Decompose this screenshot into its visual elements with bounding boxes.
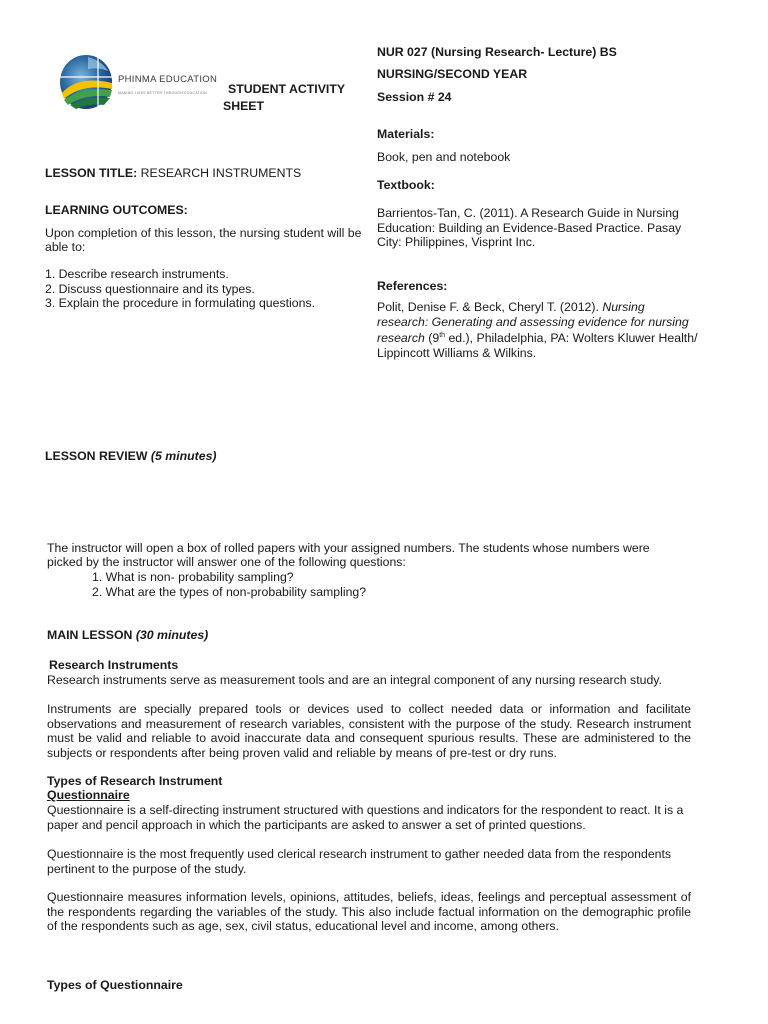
sheet-title-line1: STUDENT ACTIVITY — [228, 82, 346, 96]
review-question: 2. What are the types of non-probability sampling? — [92, 584, 367, 599]
globe-logo-icon — [58, 53, 118, 111]
ref-edition-pre: (9 — [424, 331, 440, 346]
lesson-title-value: RESEARCH INSTRUMENTS — [137, 166, 302, 180]
types-of-instrument-heading: Types of Research Instrument — [47, 774, 223, 788]
textbook-citation — [377, 206, 717, 250]
review-questions — [92, 570, 366, 599]
outcome-item: 3. Explain the procedure in formulating questions. — [45, 296, 316, 310]
logo-brand-text: PHINMA EDUCATION — [118, 74, 218, 85]
ref-publisher-line2: Lippincott Williams & Wilkins. — [377, 345, 537, 360]
textbook-line: Barrientos-Tan, C. (2011). A Research Guide in Nursing — [377, 206, 679, 220]
ref-title-part1: Nursing — [602, 300, 645, 314]
review-instruction-line1: The instructor will open a box of rolled papers with your assigned numbers. The students whose numbers were — [47, 541, 650, 555]
questionnaire-paragraph-1: Questionnaire is a self-directing instrument structured with questions and indicators for the respondent to react. It is a paper and pencil approach in which the participants are asked to answer a set of printed questions. — [47, 803, 684, 832]
questionnaire-heading: Questionnaire — [47, 788, 130, 802]
textbook-line: Education: Building an Evidence-Based Practice. Pasay — [377, 220, 682, 235]
main-lesson-heading — [47, 628, 208, 643]
lesson-review-label: LESSON REVIEW — [45, 449, 148, 463]
references-citation — [377, 300, 717, 360]
lesson-review-heading — [45, 449, 217, 464]
references-heading: References: — [377, 279, 448, 293]
lesson-title-label: LESSON TITLE: — [45, 166, 138, 180]
textbook-line: City: Philippines, Visprint Inc. — [377, 235, 536, 249]
ref-publisher: ed.), Philadelphia, PA: Wolters Kluwer Health/ — [445, 331, 698, 346]
logo-tagline: MAKING LIVES BETTER THROUGH EDUCATION — [118, 91, 207, 95]
textbook-heading: Textbook: — [377, 178, 435, 192]
types-of-questionnaire-heading: Types of Questionnaire — [47, 978, 183, 992]
ref-title-part3: research — [377, 331, 425, 346]
session-number: Session # 24 — [377, 90, 452, 104]
materials-heading: Materials: — [377, 127, 435, 141]
research-instruments-heading: Research Instruments — [49, 658, 179, 672]
learning-outcomes-heading: LEARNING OUTCOMES: — [45, 203, 188, 217]
review-instruction-line2: picked by the instructor will answer one of the following questions: — [47, 555, 406, 569]
questionnaire-paragraph-2: Questionnaire is the most frequently used clerical research instrument to gather needed data from the respondents pertinent to the purpose of the study. — [47, 847, 672, 876]
review-question: 1. What is non- probability sampling? — [92, 570, 294, 584]
course-line1: NUR 027 (Nursing Research- Lecture) BS — [377, 45, 617, 59]
ref-authors: Polit, Denise F. & Beck, Cheryl T. (2012). — [377, 300, 603, 314]
phinma-education-logo — [58, 53, 218, 111]
ref-title-part2: research: Generating and assessing evidence for nursing — [377, 314, 689, 329]
lesson-title — [45, 166, 301, 181]
outcome-item: 1. Describe research instruments. — [45, 267, 229, 281]
course-line2: NURSING/SECOND YEAR — [377, 67, 528, 81]
main-lesson-label: MAIN LESSON — [47, 628, 133, 642]
sheet-title-line2: SHEET — [223, 99, 264, 113]
research-instruments-text: Research instruments serve as measurement tools and are an integral component of any nursing research study. — [47, 673, 662, 687]
outcome-item: 2. Discuss questionnaire and its types. — [45, 281, 255, 296]
outcomes-list — [45, 267, 315, 311]
materials-text: Book, pen and notebook — [377, 150, 511, 164]
outcomes-intro-line1: Upon completion of this lesson, the nursing student will be — [45, 226, 362, 240]
questionnaire-paragraph-3: Questionnaire measures information levels, opinions, attitudes, beliefs, ideas, feelings and perceptual assessment of the respondents regarding the variables of the study. This also include factual information on the demographic profile of the respondents such as age, sex, civil status, educational level and income, among others. — [47, 890, 691, 933]
outcomes-intro-line2: able to: — [45, 240, 86, 254]
main-lesson-duration: (30 minutes) — [132, 628, 209, 642]
ref-edition-sup: th — [439, 332, 446, 339]
lesson-review-duration: (5 minutes) — [147, 449, 217, 463]
instruments-paragraph: Instruments are specially prepared tools or devices used to collect needed data or information and facilitate observations and measurement of research variables, consistent with the purpose of the study. Research instrument must be valid and reliable to avoid inaccurate data and consequent spurious results. These are administered to the subjects or respondents after being proven valid and reliable by means of pre-test or dry runs. — [47, 702, 691, 760]
